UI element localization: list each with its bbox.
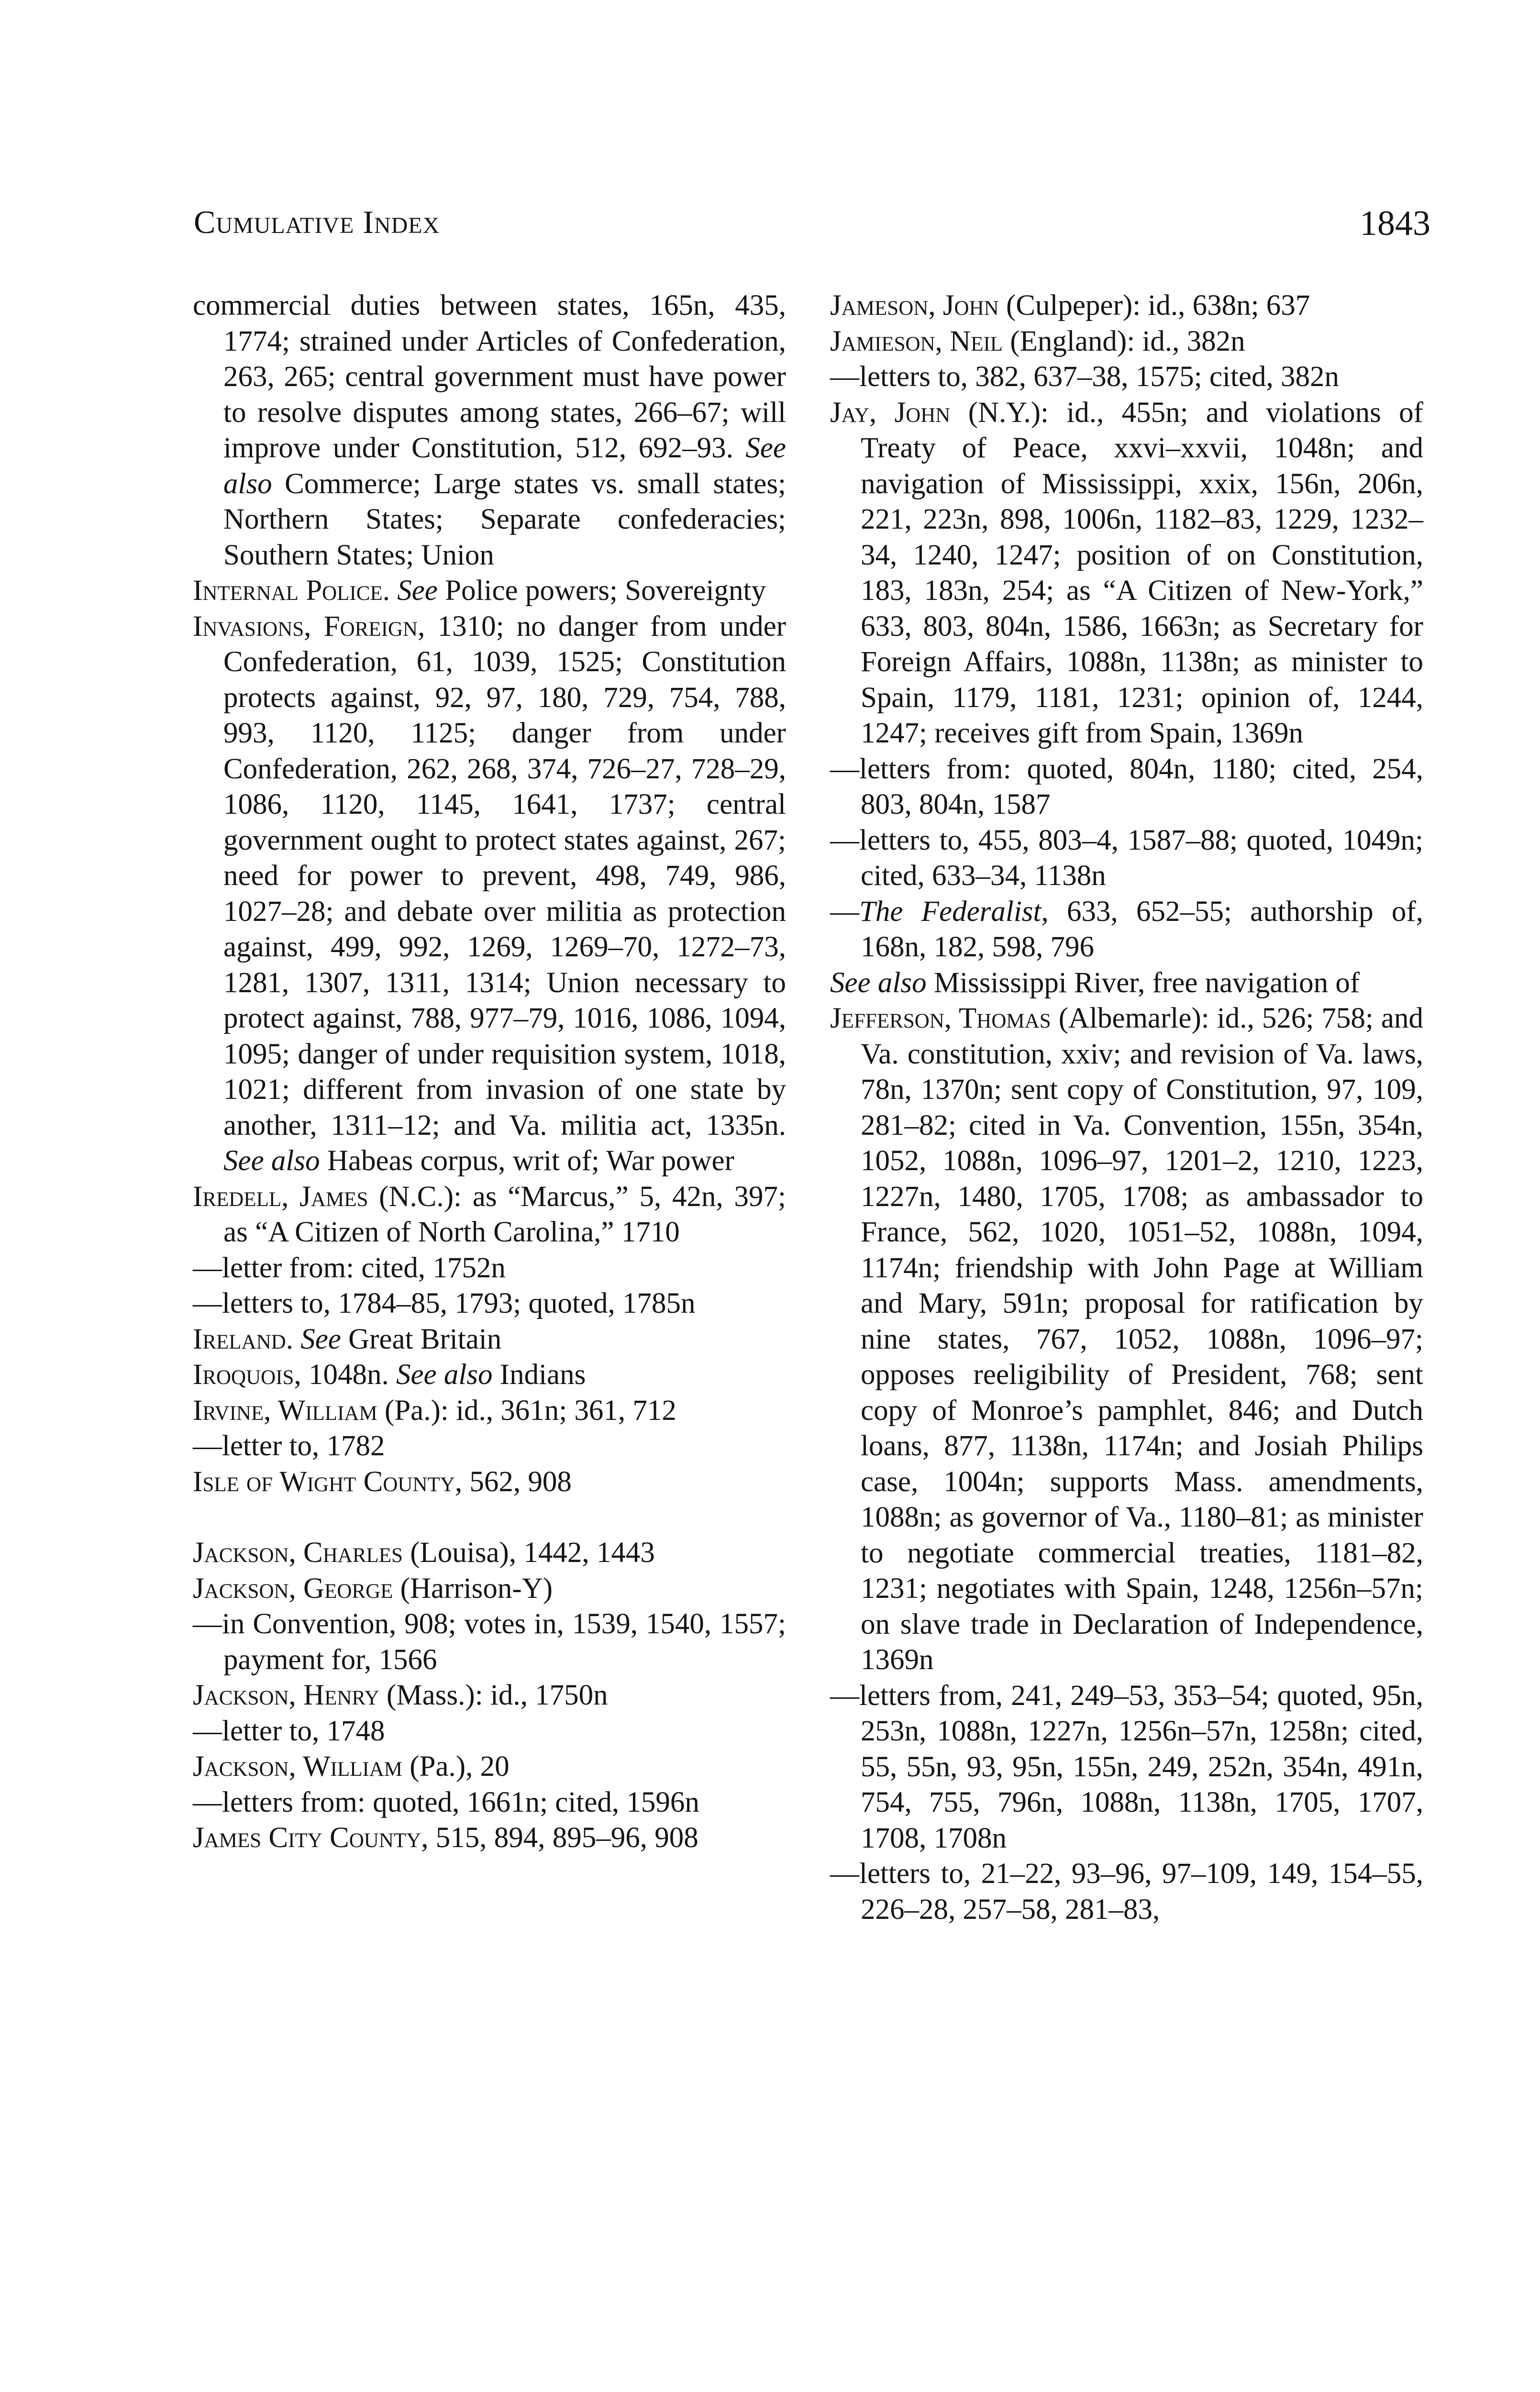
index-entry-jay-federalist xyxy=(830,894,1423,965)
entry-italic-text: See also xyxy=(223,432,786,500)
index-entry-jackson-george xyxy=(193,1571,786,1607)
entry-text: (England): id., 382n xyxy=(1003,325,1245,357)
index-entry-internal-police xyxy=(193,573,786,609)
entry-headword: Jamieson, Neil xyxy=(830,325,1003,357)
entry-text: (N.C.): as “Marcus,” 5, 42n, 397; as “A Citizen of North Carolina,” 1710 xyxy=(223,1180,786,1248)
entry-text: —letters from: quoted, 1661n; cited, 1596n xyxy=(193,1786,699,1818)
entry-headword: Jefferson, Thomas xyxy=(830,1002,1051,1034)
entry-text: Indians xyxy=(492,1359,586,1391)
index-entry-jackson-william xyxy=(193,1749,786,1785)
index-entry-jamieson-letters-to xyxy=(830,359,1423,395)
entry-italic-text: See also xyxy=(830,966,927,999)
entry-text: —letters from, 241, 249–53, 353–54; quoted, 95n, 253n, 1088n, 1227n, 1256n–57n, 1258n; cited, 55, 55n, 93, 95n, 155n, 249, 252n, 354n, 491n, 754, 755, 796n, 1088n, 1138n, 1705, 1707, 1708, 1708n xyxy=(830,1679,1423,1854)
entry-headword: Jackson, Charles xyxy=(193,1537,403,1569)
entry-text: — xyxy=(830,895,859,928)
entry-italic-text: The Federalist xyxy=(859,895,1041,928)
entry-italic-text: See also xyxy=(223,1145,320,1177)
entry-text: —letters to, 382, 637–38, 1575; cited, 382n xyxy=(830,361,1339,393)
entry-text: —letter to, 1748 xyxy=(193,1715,385,1747)
entry-text: , 1048n. xyxy=(294,1359,396,1391)
entry-text: (Harrison-Y) xyxy=(393,1572,553,1605)
entry-headword: Invasions, Foreign xyxy=(193,610,418,642)
entry-text: Police powers; Sovereignty xyxy=(437,575,766,607)
entry-text: (Pa.), 20 xyxy=(402,1750,510,1783)
entry-headword: Jameson, John xyxy=(830,289,999,321)
entry-text: (Pa.): id., 361n; 361, 712 xyxy=(377,1394,676,1427)
entry-text: —in Convention, 908; votes in, 1539, 1540, 1557; payment for, 1566 xyxy=(193,1608,786,1676)
index-entry-isle-of-wight xyxy=(193,1464,786,1500)
index-entry-iredell-letters-to xyxy=(193,1286,786,1322)
entry-text: —letters from: quoted, 804n, 1180; cited, 254, 803, 804n, 1587 xyxy=(830,753,1423,820)
index-entry-jay-see-also xyxy=(830,965,1423,1001)
entry-text: . xyxy=(286,1323,301,1355)
entry-text: , 515, 894, 895–96, 908 xyxy=(421,1822,698,1854)
entry-text: Commerce; Large states vs. small states; Northern States; Separate confederacies; Southern States; Union xyxy=(223,467,786,571)
entry-headword: Iredell, James xyxy=(193,1180,368,1213)
entry-text: —letter from: cited, 1752n xyxy=(193,1251,506,1284)
index-entry-iroquois xyxy=(193,1357,786,1393)
index-entry-jamieson-neil xyxy=(830,324,1423,360)
entry-text: —letters to, 455, 803–4, 1587–88; quoted, 1049n; cited, 633–34, 1138n xyxy=(830,824,1423,892)
index-entry-jackson-william-letters-from xyxy=(193,1785,786,1821)
entry-headword: Jay, John xyxy=(830,396,951,429)
entry-text: (Mass.): id., 1750n xyxy=(379,1679,608,1711)
entry-headword: Jackson, Henry xyxy=(193,1679,379,1711)
index-entry-jackson-henry-letter-to xyxy=(193,1714,786,1750)
entry-italic-text: See also xyxy=(396,1359,493,1391)
index-entry-jay-letters-to xyxy=(830,823,1423,894)
letter-group-gap xyxy=(193,1500,786,1535)
entry-italic-text: See xyxy=(300,1323,341,1355)
index-entry-jefferson-letters-to xyxy=(830,1856,1423,1927)
entry-text: , 1310; no danger from under Confederation, 61, 1039, 1525; Constitution protects against, 92, 97, 180, 729, 754, 788, 993, 1120, 1125; danger from under Confederation, 262, 268, 374, 726–27, 728–29, 1086, 1120, 1145, 1641, 1737; central government ought to protect states against, 267; need for power to prevent, 498, 749, 986, 1027–28; and debate over militia as protection against, 499, 992, 1269, 1269–70, 1272–73, 1281, 1307, 1311, 1314; Union necessary to protect against, 788, 977–79, 1016, 1086, 1094, 1095; danger of under requisition system, 1018, 1021; different from invasion of one state by another, 1311–12; and Va. militia act, 1335n. xyxy=(223,610,787,1141)
index-column-left xyxy=(193,288,786,1856)
entry-text: commercial duties between states, 165n, 435, 1774; strained under Articles of Confederation, 263, 265; central government must have power to resolve disputes among states, 266–67; will improve under Constitution, 512, 692–93. xyxy=(193,289,786,464)
running-head: Cumulative Index xyxy=(194,204,440,240)
index-column-right xyxy=(830,288,1423,1927)
entry-text: Habeas corpus, writ of; War power xyxy=(320,1145,734,1177)
index-entry-james-city-county xyxy=(193,1820,786,1856)
entry-headword: Isle of Wight County xyxy=(193,1465,455,1498)
index-entry-jefferson-thomas xyxy=(830,1001,1423,1678)
entry-text: (N.Y.): id., 455n; and violations of Treaty of Peace, xxvi–xxvii, 1048n; and navigation of Mississippi, xxix, 156n, 206n, 221, 223n, 898, 1006n, 1182–83, 1229, 1232–34, 1240, 1247; position of on Constitution, 183, 183n, 254; as “A Citizen of New-York,” 633, 803, 804n, 1586, 1663n; as Secretary for Foreign Affairs, 1088n, 1138n; as minister to Spain, 1179, 1181, 1231; opinion of, 1244, 1247; receives gift from Spain, 1369n xyxy=(861,396,1423,749)
entry-text: —letters to, 21–22, 93–96, 97–109, 149, 154–55, 226–28, 257–58, 281–83, xyxy=(830,1858,1423,1926)
entry-headword: Internal Police xyxy=(193,575,383,607)
entry-headword: Irvine, William xyxy=(193,1394,377,1427)
entry-text: , 562, 908 xyxy=(454,1465,572,1498)
entry-text: (Albemarle): id., 526; 758; and Va. constitution, xxiv; and revision of Va. laws, 78n, 1370n; sent copy of Constitution, 97, 109, 281–82; cited in Va. Convention, 155n, 354n, 1052, 1088n, 1096–97, 1201–2, 1210, 1223, 1227n, 1480, 1705, 1708; as ambassador to France, 562, 1020, 1051–52, 1088n, 1094, 1174n; friendship with John Page at William and Mary, 591n; proposal for ratification by nine states, 767, 1052, 1088n, 1096–97; opposes reeligibility of President, 768; sent copy of Monroe’s pamphlet, 846; and Dutch loans, 877, 1138n, 1174n; and Josiah Philips case, 1004n; supports Mass. amendments, 1088n; as governor of Va., 1180–81; as minister to negotiate commercial treaties, 1181–82, 1231; negotiates with Spain, 1248, 1256n–57n; on slave trade in Declaration of Independence, 1369n xyxy=(861,1002,1423,1676)
index-entry-ireland xyxy=(193,1322,786,1358)
index-entry-jay-letters-from xyxy=(830,752,1423,823)
index-entry-jay-john xyxy=(830,395,1423,752)
entry-headword: Jackson, William xyxy=(193,1750,402,1783)
entry-headword: Iroquois xyxy=(193,1359,294,1391)
index-entry-jackson-charles xyxy=(193,1535,786,1571)
index-entry-jefferson-letters-from xyxy=(830,1678,1423,1857)
index-entry-iredell-letter-from xyxy=(193,1251,786,1286)
entry-italic-text: See xyxy=(397,575,438,607)
index-entry-irvine-letter-to xyxy=(193,1429,786,1464)
page-number: 1843 xyxy=(1360,204,1430,243)
entry-text: , 633, 652–55; authorship of, 168n, 182, 598, 796 xyxy=(861,895,1423,963)
entry-headword: Jackson, George xyxy=(193,1572,393,1605)
entry-headword: Ireland xyxy=(193,1323,286,1355)
index-entry-iredell-james xyxy=(193,1179,786,1251)
index-entry-invasions-foreign xyxy=(193,609,786,1179)
entry-text: —letter to, 1782 xyxy=(193,1430,385,1462)
entry-text: Mississippi River, free navigation of xyxy=(926,966,1360,999)
entry-text: (Culpeper): id., 638n; 637 xyxy=(998,289,1310,321)
index-entry-commercial-duties-cont xyxy=(193,288,786,573)
index-entry-jackson-henry xyxy=(193,1678,786,1714)
index-entry-irvine-william xyxy=(193,1393,786,1429)
page-header xyxy=(194,203,1430,246)
entry-text: . xyxy=(382,575,398,607)
entry-text: Great Britain xyxy=(341,1323,502,1355)
index-entry-jackson-george-convention xyxy=(193,1606,786,1678)
entry-text: —letters to, 1784–85, 1793; quoted, 1785n xyxy=(193,1287,696,1319)
entry-headword: James City County xyxy=(193,1822,421,1854)
index-entry-jameson-john xyxy=(830,288,1423,324)
entry-text: (Louisa), 1442, 1443 xyxy=(402,1537,655,1569)
